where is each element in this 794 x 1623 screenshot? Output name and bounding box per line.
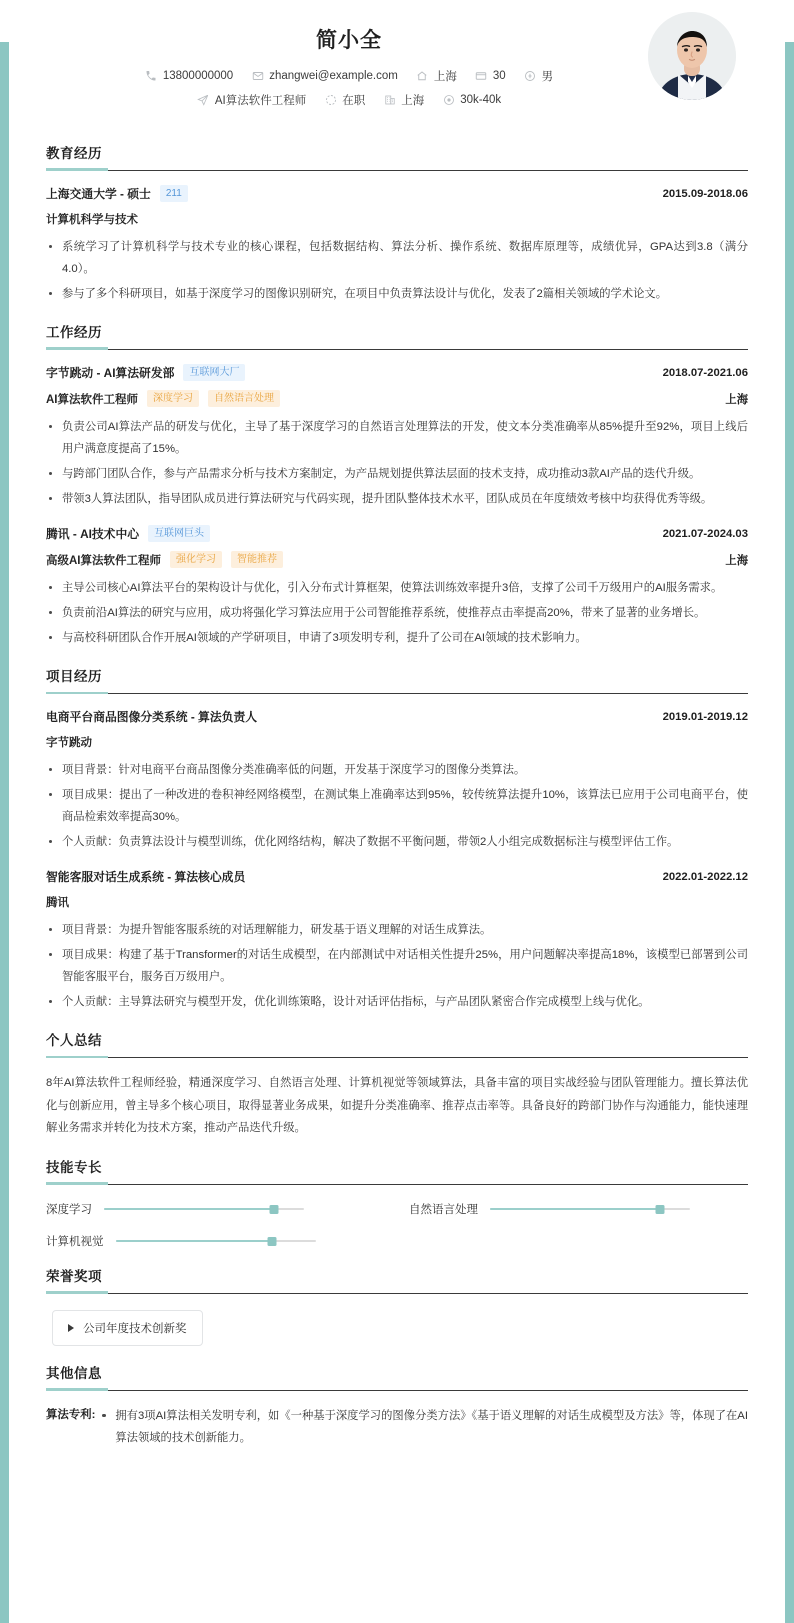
decorative-right-bar xyxy=(785,42,794,1623)
contact-text: 13800000000 xyxy=(162,70,234,82)
bullet-item: 个人贡献：主导算法研究与模型开发，优化训练策略，设计对话评估指标，与产品团队紧密合作完成模型上线与优化。 xyxy=(46,991,748,1013)
avatar xyxy=(648,12,736,100)
work-entry xyxy=(46,364,748,510)
company-name: 字节跳动 - AI算法研发部 xyxy=(46,366,175,381)
entry-title-group xyxy=(46,525,210,542)
page-title: 简小全 xyxy=(316,29,382,52)
bullet-item: 项目背景：针对电商平台商品图像分类准确率低的问题，开发基于深度学习的图像分类算法。 xyxy=(46,759,748,781)
tag-orange: 深度学习 xyxy=(147,390,199,407)
section-accent xyxy=(46,1182,108,1185)
job-meta-item xyxy=(383,92,424,108)
bullet-list xyxy=(46,919,748,1013)
play-triangle-icon xyxy=(68,1324,74,1332)
project-org: 字节跳动 xyxy=(46,737,92,750)
summary-text: 8年AI算法软件工程师经验，精通深度学习、自然语言处理、计算机视觉等领域算法，具备丰富的项目实战经验与团队管理能力。擅长算法优化与创新应用，曾主导多个核心项目，取得显著业务成果，如提升分类准确率、推荐点击率等。具备良好的跨部门协作与沟通能力，能快速理解业务需求并转化为技术方案，推动产品迭代升级。 xyxy=(46,1077,748,1135)
section-skills xyxy=(46,1156,748,1249)
section-rule xyxy=(46,170,748,171)
section-header xyxy=(46,1362,748,1391)
entry-title-group xyxy=(46,185,188,202)
tag-blue: 211 xyxy=(160,185,188,202)
bullet-item: 带领3人算法团队，指导团队成员进行算法研究与代码实现，提升团队整体技术水平，团队成员在年度绩效考核中均获得优秀等级。 xyxy=(46,488,748,510)
job-meta-item xyxy=(442,94,501,107)
bullet-item: 与跨部门团队合作，参与产品需求分析与技术方案制定，为产品规划提供算法层面的技术支持，成功推动3款AI产品的迭代升级。 xyxy=(46,463,748,485)
tag-orange: 自然语言处理 xyxy=(208,390,280,407)
contact-item xyxy=(145,70,233,83)
school-name: 上海交通大学 - 硕士 xyxy=(46,187,151,201)
slider-fill xyxy=(116,1240,272,1242)
bullet-item: 项目成果：构建了基于Transformer的对话生成模型，在内部测试中对话相关性提升25%，用户问题解决率提高18%，该模型已部署到公司智能客服平台，服务百万级用户。 xyxy=(46,944,748,988)
slider-handle[interactable] xyxy=(270,1205,279,1214)
entry-date: 2021.07-2024.03 xyxy=(662,527,748,540)
section-rule xyxy=(46,1390,748,1391)
bullet-list xyxy=(46,577,748,649)
job-title: 高级AI算法软件工程师 xyxy=(46,554,161,567)
contact-item xyxy=(524,68,554,84)
section-rule xyxy=(46,1057,748,1058)
section-accent xyxy=(46,347,108,350)
entry-header xyxy=(46,525,748,542)
project-entry xyxy=(46,868,748,1013)
project-entries xyxy=(46,708,748,1013)
salary-icon xyxy=(442,94,455,107)
other-info-row xyxy=(46,1405,748,1452)
project-org: 腾讯 xyxy=(46,897,69,910)
section-awards xyxy=(46,1265,748,1346)
bullet-item: 拥有3项AI算法相关发明专利，如《一种基于深度学习的图像分类方法》《基于语义理解的对话生成模型及方法》等，体现了在AI算法领域的技术创新能力。 xyxy=(99,1405,748,1449)
section-rule xyxy=(46,693,748,694)
other-info-content xyxy=(95,1405,748,1452)
status-icon xyxy=(324,94,337,107)
entry-date: 2019.01-2019.12 xyxy=(662,710,748,723)
bullet-list xyxy=(46,416,748,510)
entry-date: 2015.09-2018.06 xyxy=(662,187,748,200)
section-other xyxy=(46,1362,748,1452)
skill-item xyxy=(46,1233,385,1249)
tag-blue: 互联网大厂 xyxy=(183,364,245,381)
skill-label: 计算机视觉 xyxy=(46,1236,104,1249)
gender-icon xyxy=(524,70,537,83)
entry-role-group xyxy=(46,390,280,407)
other-info-label: 算法专利: xyxy=(46,1409,96,1422)
section-header xyxy=(46,665,748,694)
resume-header xyxy=(46,0,748,126)
section-accent xyxy=(46,1388,108,1391)
section-work xyxy=(46,321,748,649)
section-title: 个人总结 xyxy=(46,1029,108,1054)
bullet-item: 个人贡献：负责算法设计与模型训练，优化网络结构，解决了数据不平衡问题，带领2人小组完成数据标注与模型评估工作。 xyxy=(46,831,748,853)
contact-row xyxy=(46,68,748,84)
company-name: 腾讯 - AI技术中心 xyxy=(46,527,140,542)
skills-grid xyxy=(46,1199,748,1249)
skill-slider[interactable] xyxy=(490,1202,690,1216)
section-accent xyxy=(46,1291,108,1294)
bullet-item: 系统学习了计算机科学与技术专业的核心课程，包括数据结构、算法分析、操作系统、数据库原理等，成绩优异，GPA达到3.8（满分4.0）。 xyxy=(46,236,748,280)
entry-header xyxy=(46,185,748,202)
bullet-item: 主导公司核心AI算法平台的架构设计与优化，引入分布式计算框架，使算法训练效率提升3倍，支撑了公司千万级用户的AI服务需求。 xyxy=(46,577,748,599)
job-meta-item xyxy=(324,92,365,108)
entry-role-group xyxy=(46,551,283,568)
paper-plane-icon xyxy=(197,94,210,107)
section-header xyxy=(46,1156,748,1185)
job-meta-text: 上海 xyxy=(401,95,425,107)
entry-role-line xyxy=(46,551,748,568)
bullet-list xyxy=(46,236,748,305)
project-name: 电商平台商品图像分类系统 - 算法负责人 xyxy=(46,710,258,725)
award-item[interactable] xyxy=(52,1310,203,1346)
section-title: 工作经历 xyxy=(46,321,108,346)
entry-location: 上海 xyxy=(725,554,748,567)
skill-label: 深度学习 xyxy=(46,1204,92,1217)
entry-header xyxy=(46,868,748,885)
bullet-item: 项目成果：提出了一种改进的卷积神经网络模型，在测试集上准确率达到95%，较传统算法提升10%，该算法已应用于公司电商平台，使商品检索效率提高30%。 xyxy=(46,784,748,828)
project-entry xyxy=(46,708,748,853)
skill-item xyxy=(46,1201,385,1217)
section-rule xyxy=(46,1293,748,1294)
tag-orange: 智能推荐 xyxy=(231,551,283,568)
awards-list xyxy=(46,1308,748,1346)
education-entry xyxy=(46,185,748,305)
tag-blue: 互联网巨头 xyxy=(148,525,210,542)
section-accent xyxy=(46,692,108,695)
work-entry xyxy=(46,525,748,649)
skill-slider[interactable] xyxy=(104,1202,304,1216)
skill-slider[interactable] xyxy=(116,1234,316,1248)
entry-role-line xyxy=(46,390,748,407)
section-rule xyxy=(46,349,748,350)
section-accent xyxy=(46,168,108,171)
major-name: 计算机科学与技术 xyxy=(46,214,138,226)
slider-handle[interactable] xyxy=(267,1237,276,1246)
decorative-left-bar xyxy=(0,42,9,1623)
bullet-item: 项目背景：为提升智能客服系统的对话理解能力，研发基于语义理解的对话生成算法。 xyxy=(46,919,748,941)
section-title: 其他信息 xyxy=(46,1362,108,1387)
contact-text: 30 xyxy=(492,70,506,82)
tag-orange: 强化学习 xyxy=(170,551,222,568)
contact-item xyxy=(416,68,457,84)
award-label: 公司年度技术创新奖 xyxy=(83,1323,187,1336)
section-header xyxy=(46,1029,748,1058)
section-header xyxy=(46,142,748,171)
section-accent xyxy=(46,1056,108,1059)
job-meta-text: AI算法软件工程师 xyxy=(214,95,307,107)
job-meta-text: 30k-40k xyxy=(460,94,502,106)
entry-header xyxy=(46,364,748,381)
email-icon xyxy=(251,70,264,83)
skill-label: 自然语言处理 xyxy=(409,1204,478,1217)
job-meta-text: 在职 xyxy=(342,95,366,107)
bullet-item: 与高校科研团队合作开展AI领域的产学研项目，申请了3项发明专利，提升了公司在AI领域的技术影响力。 xyxy=(46,627,748,649)
section-rule xyxy=(46,1184,748,1185)
entry-date: 2022.01-2022.12 xyxy=(662,870,748,883)
phone-icon xyxy=(145,70,158,83)
slider-fill xyxy=(104,1208,274,1210)
section-summary xyxy=(46,1029,748,1140)
bullet-item: 负责公司AI算法产品的研发与优化，主导了基于深度学习的自然语言处理算法的开发，使文本分类准确率从85%提升至92%，项目上线后用户满意度提高了15%。 xyxy=(46,416,748,460)
bullet-list xyxy=(99,1405,748,1449)
section-projects xyxy=(46,665,748,1013)
entry-title-group xyxy=(46,868,245,885)
contact-text: zhangwei@example.com xyxy=(269,70,398,82)
building-icon xyxy=(383,94,396,107)
entry-location: 上海 xyxy=(725,393,748,406)
project-name: 智能客服对话生成系统 - 算法核心成员 xyxy=(46,870,246,885)
home-icon xyxy=(416,70,429,83)
entry-date: 2018.07-2021.06 xyxy=(662,366,748,379)
contact-text: 男 xyxy=(541,71,554,83)
bullet-item: 负责前沿AI算法的研究与应用，成功将强化学习算法应用于公司智能推荐系统，使推荐点击率提高20%，带来了显著的业务增长。 xyxy=(46,602,748,624)
section-title: 技能专长 xyxy=(46,1156,108,1181)
skill-item xyxy=(409,1201,748,1217)
section-title: 项目经历 xyxy=(46,665,108,690)
job-title: AI算法软件工程师 xyxy=(46,393,138,406)
slider-fill xyxy=(490,1208,660,1210)
section-education xyxy=(46,142,748,305)
slider-handle[interactable] xyxy=(656,1205,665,1214)
bullet-item: 参与了多个科研项目，如基于深度学习的图像识别研究，在项目中负责算法设计与优化，发表了2篇相关领域的学术论文。 xyxy=(46,283,748,305)
contact-item xyxy=(251,70,398,83)
job-meta-row xyxy=(46,92,748,108)
job-meta-item xyxy=(197,92,306,108)
section-title: 教育经历 xyxy=(46,142,108,167)
section-title: 荣誉奖项 xyxy=(46,1265,108,1290)
bullet-list xyxy=(46,759,748,853)
contact-item xyxy=(475,70,506,83)
id-card-icon xyxy=(475,70,488,83)
section-header xyxy=(46,321,748,350)
entry-title-group xyxy=(46,708,257,725)
entry-header xyxy=(46,708,748,725)
entry-title-group xyxy=(46,364,245,381)
work-entries xyxy=(46,364,748,649)
contact-text: 上海 xyxy=(433,71,457,83)
education-entries xyxy=(46,185,748,305)
section-header xyxy=(46,1265,748,1294)
other-info-rows xyxy=(46,1405,748,1452)
